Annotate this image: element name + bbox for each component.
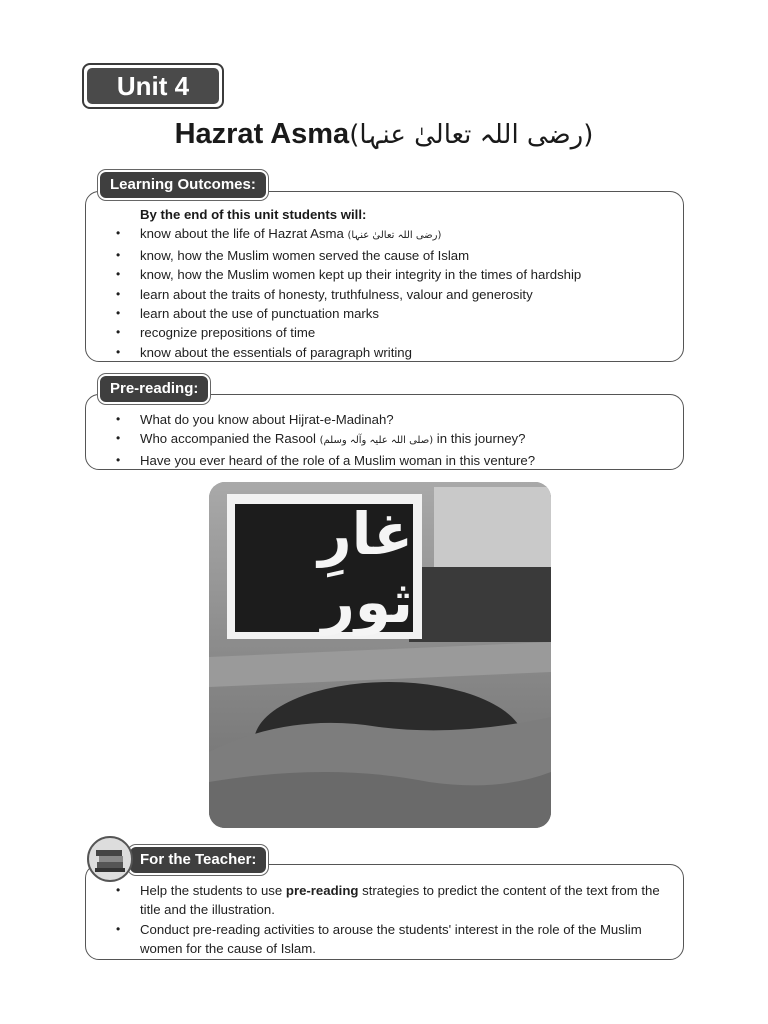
- list-item: • Have you ever heard of the role of a Muslim woman in this venture?: [86, 451, 683, 470]
- bullet-icon: •: [116, 452, 121, 467]
- rock-wall-right: [434, 487, 551, 567]
- honorific-small: (رضی اللہ تعالیٰ عنہا): [347, 230, 442, 242]
- list-item: • What do you know about Hijrat-e-Madinah?: [86, 410, 683, 429]
- cave-photo: [209, 482, 551, 828]
- pre-reading-list: [86, 410, 683, 470]
- learning-outcomes-box: [85, 191, 684, 362]
- page-title: [0, 118, 768, 151]
- list-item: • Conduct pre-reading activities to arouse the students' interest in the role of the Muslim women for the cause of Islam.: [116, 921, 642, 957]
- books-icon: [87, 836, 133, 882]
- list-item: • Help the students to use pre-reading strategies to predict the content of the text from the title and the illustration.: [116, 883, 660, 918]
- teacher-heading: For the Teacher:: [130, 847, 266, 873]
- bullet-icon: •: [116, 267, 121, 282]
- list-item: • Who accompanied the Rasool (صلی اللہ علیہ وآلہ وسلم) in this journey?: [86, 429, 683, 450]
- list-item: • recognize prepositions of time: [86, 323, 683, 342]
- list-item: • know about the life of Hazrat Asma (رضی اللہ تعالیٰ عنہا): [86, 224, 683, 245]
- learning-outcomes-heading: Learning Outcomes:: [100, 172, 266, 198]
- bullet-icon: •: [116, 431, 121, 446]
- cave-sign-text: غارِ ثور: [318, 500, 413, 636]
- bullet-icon: •: [116, 247, 121, 262]
- list-item: • know, how the Muslim women kept up their integrity in the times of hardship: [86, 265, 683, 284]
- list-item: • learn about the traits of honesty, truthfulness, valour and generosity: [86, 285, 683, 304]
- list-item: • know about the essentials of paragraph writing: [86, 343, 683, 362]
- honorific-small: (صلی اللہ علیہ وآلہ وسلم): [319, 435, 434, 447]
- pre-reading-box: [85, 394, 684, 470]
- unit-label: Unit 4: [87, 68, 219, 104]
- outcomes-list: [86, 224, 683, 362]
- title-main: Hazrat Asma: [174, 118, 350, 150]
- bullet-icon: •: [116, 286, 121, 301]
- teacher-box: [85, 864, 684, 960]
- pre-reading-heading: Pre-reading:: [100, 376, 208, 402]
- title-honorific: (رضی اللہ تعالیٰ عنہا): [349, 120, 594, 150]
- bullet-icon: •: [116, 226, 121, 241]
- bullet-icon: •: [116, 412, 121, 426]
- dark-band: [409, 567, 551, 642]
- teacher-list: [86, 881, 683, 959]
- bullet-icon: •: [116, 306, 121, 321]
- bullet-icon: •: [116, 883, 121, 897]
- unit-badge: [82, 63, 224, 109]
- list-item: • learn about the use of punctuation marks: [86, 304, 683, 323]
- bullet-icon: •: [116, 921, 121, 936]
- bullet-icon: •: [116, 325, 121, 340]
- bullet-icon: •: [116, 344, 121, 359]
- outcomes-intro: By the end of this unit students will:: [140, 207, 367, 222]
- list-item: • know, how the Muslim women served the cause of Islam: [86, 246, 683, 265]
